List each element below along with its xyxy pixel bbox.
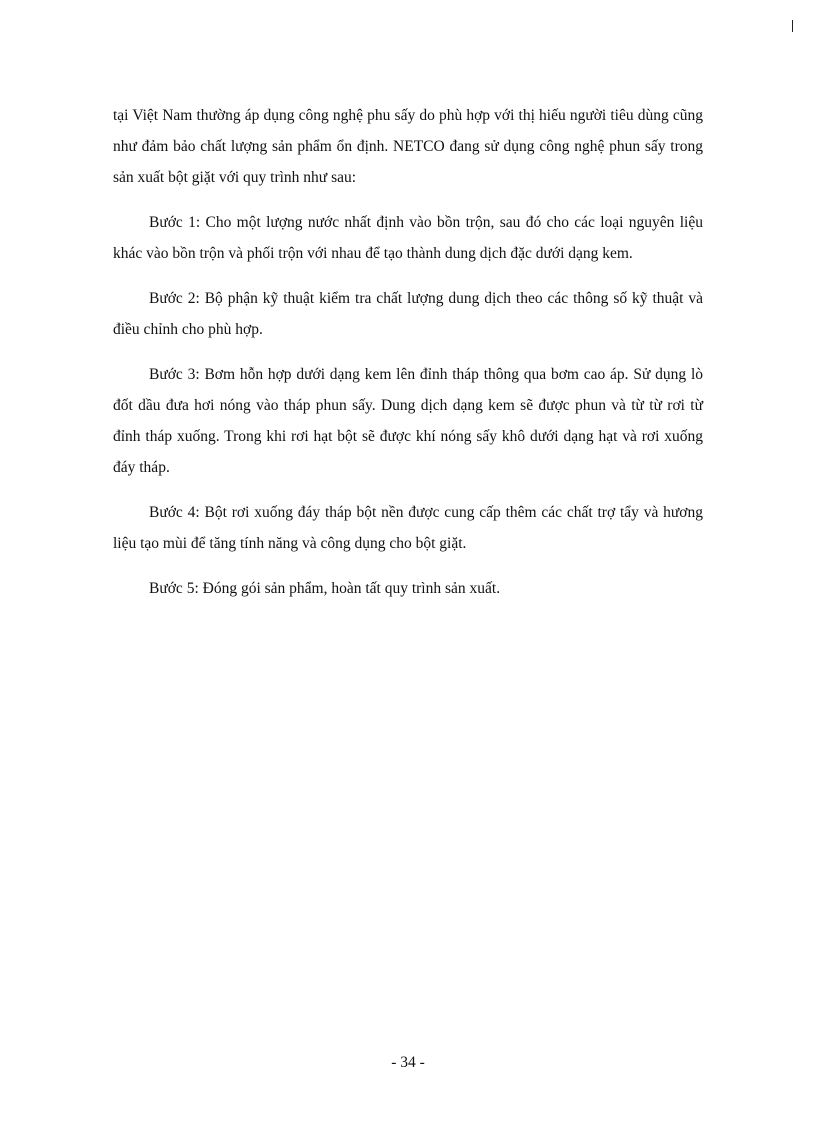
- page-number: - 34 -: [391, 1054, 425, 1071]
- paragraph-step-5: Bước 5: Đóng gói sản phẩm, hoàn tất quy trình sản xuất.: [149, 580, 501, 597]
- paragraph-step-2: Bước 2: Bộ phận kỹ thuật kiểm tra chất lượng dung dịch theo các thông số kỹ thuật và điều chỉnh cho phù hợp.: [113, 290, 703, 338]
- paragraph-step-1: Bước 1: Cho một lượng nước nhất định vào bồn trộn, sau đó cho các loại nguyên liệu khác vào bồn trộn và phối trộn với nhau để tạo thành dung dịch đặc dưới dạng kem.: [113, 214, 703, 262]
- crop-mark: [792, 20, 793, 32]
- paragraph-step-4: Bước 4: Bột rơi xuống đáy tháp bột nền được cung cấp thêm các chất trợ tẩy và hương liệu tạo mùi để tăng tính năng và công dụng cho bột giặt.: [113, 504, 703, 552]
- body-text: [113, 100, 703, 618]
- paragraph-intro: tại Việt Nam thường áp dụng công nghệ phu sấy do phù hợp với thị hiếu người tiêu dùng cũng như đảm bảo chất lượng sản phẩm ổn định. NETCO đang sử dụng công nghệ phun sấy trong sản xuất bột giặt với quy trình như sau:: [113, 107, 703, 186]
- paragraph-step-3: Bước 3: Bơm hỗn hợp dưới dạng kem lên đỉnh tháp thông qua bơm cao áp. Sử dụng lò đốt dầu đưa hơi nóng vào tháp phun sấy. Dung dịch dạng kem sẽ được phun và từ từ rơi từ đỉnh tháp xuống. Trong khi rơi hạt bột sẽ được khí nóng sấy khô dưới dạng hạt và rơi xuống đáy tháp.: [113, 366, 703, 476]
